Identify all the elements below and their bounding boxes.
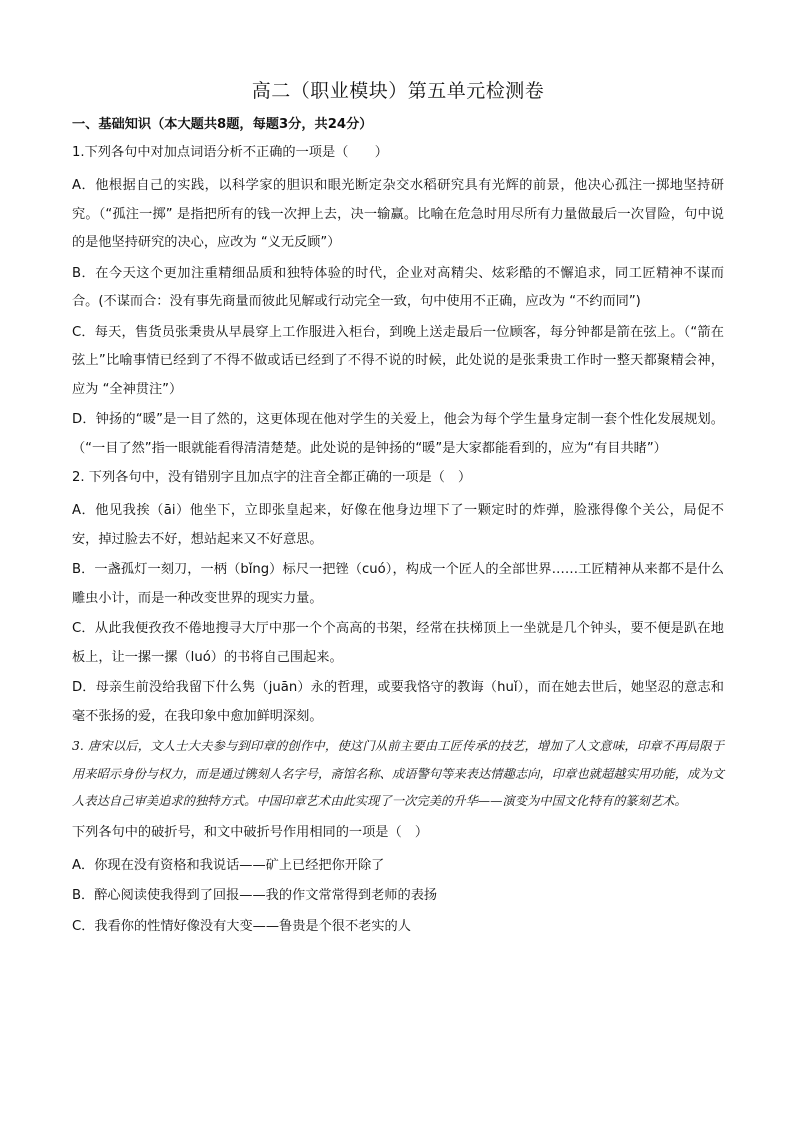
option-c: C．我看你的性情好像没有大变——鲁贵是个很不老实的人 bbox=[72, 918, 411, 934]
question-2 bbox=[72, 465, 724, 731]
option-c: C．从此我便孜孜不倦地搜寻大厅中那一个个高高的书架，经常在扶梯顶上一坐就是几个钟头，要不便是趴在地板上，让一摞一摞（luó）的书将自己围起来。 bbox=[72, 621, 724, 665]
question-stem: 下列各句中的破折号，和文中破折号作用相同的一项是（ ） bbox=[72, 824, 429, 840]
page-title: 高二（职业模块）第五单元检测卷 bbox=[251, 80, 545, 102]
option-a: A．他见我挨（āi）他坐下，立即张皇起来，好像在他身边埋下了一颗定时的炸弹，脸涨得像个关公，局促不安，掉过脸去不好，想站起来又不好意思。 bbox=[72, 503, 724, 547]
exam-page bbox=[72, 76, 724, 943]
option-c: C．每天，售货员张秉贵从早晨穿上工作服进入柜台，到晚上送走最后一位顾客，每分钟都是箭在弦上。（“箭在弦上”比喻事情已经到了不得不做或话已经到了不得不说的时候，此处说的是张秉贵工作时一整天都聚精会神，应为 “全神贯注”） bbox=[72, 324, 724, 397]
question-1 bbox=[72, 140, 724, 463]
option-d: D．钟扬的“暖”是一目了然的，这更体现在他对学生的关爱上，他会为每个学生量身定制一套个性化发展规划。（“一目了然”指一眼就能看得清清楚楚。此处说的是钟扬的“暖”是大家都能看到的，应为“有目共睹”） bbox=[72, 412, 724, 456]
option-b: B．在今天这个更加注重精细品质和独特体验的时代，企业对高精尖、炫彩酷的不懈追求，同工匠精神不谋而合。(不谋而合：没有事先商量而彼此见解或行动完全一致，句中使用不正确，应改为 “不约而同”) bbox=[72, 265, 724, 309]
option-d: D．母亲生前没给我留下什么隽（juān）永的哲理，或要我恪守的教诲（huǐ），而在她去世后，她坚忍的意志和毫不张扬的爱，在我印象中愈加鲜明深刻。 bbox=[72, 680, 724, 724]
option-b: B．醉心阅读使我得到了回报——我的作文常常得到老师的表扬 bbox=[72, 888, 438, 903]
option-b: B．一盏孤灯一刻刀，一柄（bǐng）标尺一把锉（cuó），构成一个匠人的全部世界……工匠精神从来都不是什么雕虫小计，而是一种改变世界的现实力量。 bbox=[72, 562, 724, 606]
question-3 bbox=[72, 733, 724, 941]
option-a: A．你现在没有资格和我说话——矿上已经把你开除了 bbox=[72, 857, 385, 873]
reading-passage: 3. 唐宋以后，文人士大夫参与到印章的创作中，使这门从前主要由工匠传承的技艺，增加了人文意味，印章不再局限于用来昭示身份与权力，而是通过镌刻人名字号，斋馆名称、成语警句等来表达情趣志向，印章也就超越实用功能，成为文人表达自己审美追求的独特方式。中国印章艺术由此实现了一次完美的升华——演变为中国文化特有的篆刻艺术。 bbox=[72, 739, 724, 808]
option-a: A．他根据自己的实践，以科学家的胆识和眼光断定杂交水稻研究具有光辉的前景，他决心孤注一掷地坚持研究。（“孤注一掷” 是指把所有的钱一次押上去，决一输赢。比喻在危急时用尽所有力量做最后一次冒险，句中说的是他坚持研究的决心，应改为 “义无反顾”） bbox=[72, 178, 724, 250]
question-stem: 1.下列各句中对加点词语分析不正确的一项是（ ） bbox=[72, 145, 388, 160]
question-stem: 2. 下列各句中，没有错别字且加点字的注音全都正确的一项是（ ） bbox=[72, 470, 472, 485]
section-heading-basic-knowledge: 一、基础知识（本大题共8题，每题3分，共24分） bbox=[72, 117, 373, 132]
